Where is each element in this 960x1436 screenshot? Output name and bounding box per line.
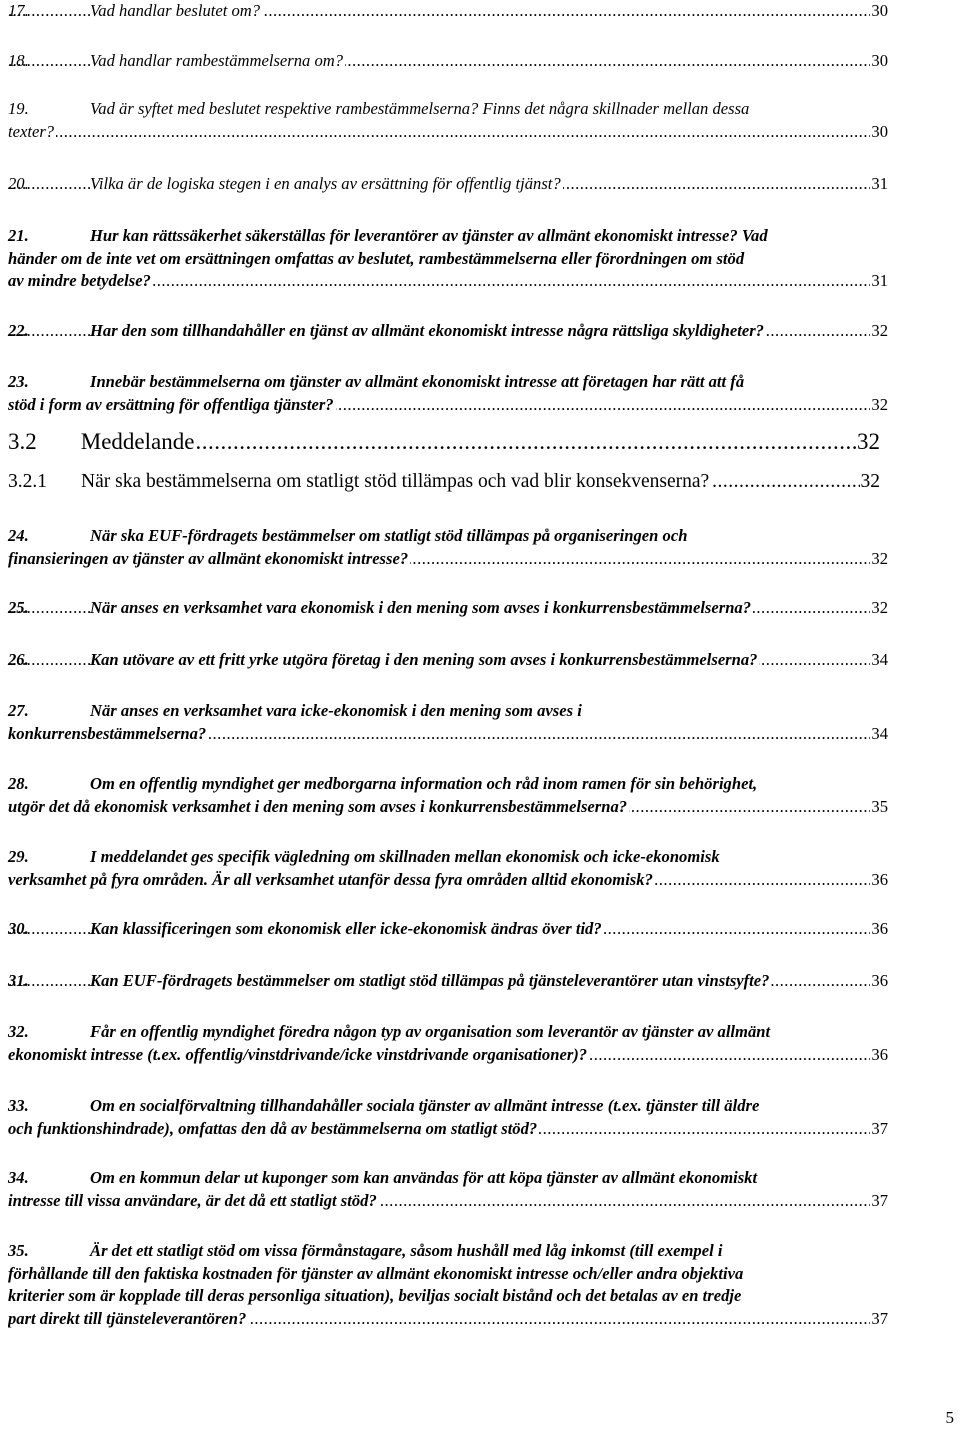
toc-entry[interactable] bbox=[8, 773, 888, 818]
toc-entry-text: händer om de inte vet om ersättningen omfattas av beslutet, rambestämmelserna eller förordningen om stöd bbox=[8, 248, 745, 268]
toc-entry-number: 21. bbox=[8, 226, 29, 245]
toc-entry-page: 30 bbox=[870, 50, 888, 73]
subsection-page: 32 bbox=[860, 469, 881, 495]
toc-entry-page: 37 bbox=[870, 1118, 888, 1141]
toc-entry-number: 33. bbox=[8, 1096, 29, 1115]
toc-entry-page: 37 bbox=[870, 1308, 888, 1331]
toc-entry-number: 31. bbox=[8, 971, 29, 990]
subsection-number: 3.2.1 bbox=[8, 471, 47, 492]
toc-entry-number: 29. bbox=[8, 847, 29, 866]
toc-entry[interactable] bbox=[8, 0, 888, 23]
toc-entry[interactable] bbox=[8, 320, 888, 343]
toc-entry-page: 35 bbox=[870, 796, 888, 819]
toc-section-heading[interactable] bbox=[8, 428, 880, 456]
toc-entry-text: förhållande till den faktiska kostnaden för tjänster av allmänt ekonomiskt intresse och/eller andra objektiva bbox=[8, 1263, 744, 1283]
toc-entry-text: finansieringen av tjänster av allmänt ekonomiskt intresse? bbox=[8, 548, 409, 568]
toc-entry[interactable] bbox=[8, 1095, 888, 1140]
toc-entry-text: texter? bbox=[8, 121, 55, 141]
toc-entry[interactable] bbox=[8, 1167, 888, 1212]
toc-entry-text: När ska EUF-fördragets bestämmelser om statligt stöd tillämpas på organiseringen och bbox=[90, 526, 688, 545]
toc-entry-number: 25. bbox=[8, 598, 29, 617]
toc-entry-text: och funktionshindrade), omfattas den då av bestämmelserna om statligt stöd? bbox=[8, 1118, 538, 1138]
toc-entry[interactable] bbox=[8, 970, 888, 993]
toc-entry-page: 36 bbox=[870, 918, 888, 941]
toc-entry-page: 31 bbox=[870, 173, 888, 196]
toc-entry-number: 19. bbox=[8, 99, 29, 118]
toc-entry[interactable] bbox=[8, 525, 888, 570]
toc-entry-text: Får en offentlig myndighet föredra någon typ av organisation som leverantör av tjänster av allmänt bbox=[90, 1022, 771, 1041]
toc-entry[interactable] bbox=[8, 700, 888, 745]
toc-entry-page: 32 bbox=[870, 548, 888, 571]
toc-entry-number: 27. bbox=[8, 701, 29, 720]
toc-entry[interactable] bbox=[8, 173, 888, 196]
toc-entry-number: 30. bbox=[8, 919, 29, 938]
toc-entry-text: part direkt till tjänsteleverantören? bbox=[8, 1308, 247, 1328]
toc-entry-text: intresse till vissa användare, är det då ett statligt stöd? bbox=[8, 1190, 377, 1210]
toc-entry-page: 32 bbox=[870, 597, 888, 620]
section-page: 32 bbox=[857, 429, 880, 454]
toc-entry-text: av mindre betydelse? bbox=[8, 271, 151, 290]
toc-entry-text: Om en offentlig myndighet ger medborgarna information och råd inom ramen för sin behörighet, bbox=[90, 774, 758, 793]
toc-entry-text: Har den som tillhandahåller en tjänst av allmänt ekonomiskt intresse några rättsliga skyldigheter? bbox=[90, 321, 764, 340]
toc-entry-page: 32 bbox=[870, 394, 888, 417]
toc-entry-number: 20. bbox=[8, 174, 29, 193]
toc-entry-page: 34 bbox=[870, 723, 888, 746]
toc-entry-page: 31 bbox=[870, 270, 888, 293]
toc-entry-page: 36 bbox=[870, 869, 888, 892]
toc-entry-page: 36 bbox=[870, 970, 888, 993]
toc-entry[interactable] bbox=[8, 371, 888, 416]
toc-entry-page: 30 bbox=[870, 0, 888, 23]
toc-entry-text: kriterier som är kopplade till deras personliga situation), beviljas socialt bistånd och det betalas av en tredje bbox=[8, 1286, 742, 1305]
toc-entry[interactable] bbox=[8, 918, 888, 941]
toc-entry[interactable] bbox=[8, 225, 888, 293]
section-number: 3.2 bbox=[8, 429, 37, 454]
toc-entry-number: 24. bbox=[8, 526, 29, 545]
subsection-title: När ska bestämmelserna om statligt stöd tillämpas och vad blir konsekvenserna? bbox=[81, 471, 710, 492]
toc-entry-text: Innebär bestämmelserna om tjänster av allmänt ekonomiskt intresse att företagen har rätt att få bbox=[90, 372, 745, 391]
toc-entry-text: När anses en verksamhet vara ekonomisk i den mening som avses i konkurrensbestämmelserna? bbox=[90, 598, 752, 617]
toc-entry-number: 34. bbox=[8, 1168, 29, 1187]
section-title: Meddelande bbox=[80, 429, 195, 454]
toc-entry-number: 23. bbox=[8, 372, 29, 391]
toc-entry[interactable] bbox=[8, 597, 888, 620]
page-number: 5 bbox=[945, 1408, 954, 1427]
toc-entry-number: 28. bbox=[8, 774, 29, 793]
toc-entry-number: 32. bbox=[8, 1022, 29, 1041]
toc-entry-text: utgör det då ekonomisk verksamhet i den mening som avses i konkurrensbestämmelserna? bbox=[8, 796, 628, 816]
toc-entry[interactable] bbox=[8, 50, 888, 73]
toc-entry-page: 37 bbox=[870, 1190, 888, 1213]
toc-entry-text: verksamhet på fyra områden. Är all verksamhet utanför dessa fyra områden alltid ekonomisk? bbox=[8, 869, 653, 889]
toc-entry-text: Kan utövare av ett fritt yrke utgöra företag i den mening som avses i konkurrensbestämmelserna? bbox=[90, 650, 758, 669]
toc-entry-text: Hur kan rättssäkerhet säkerställas för leverantörer av tjänster av allmänt ekonomiskt intresse? Vad bbox=[90, 226, 768, 245]
toc-entry-text: Om en kommun delar ut kuponger som kan användas för att köpa tjänster av allmänt ekonomiskt bbox=[90, 1168, 758, 1187]
toc-entry[interactable] bbox=[8, 1021, 888, 1066]
toc-entry-page: 36 bbox=[870, 1044, 888, 1067]
toc-entry-text: När anses en verksamhet vara icke-ekonomisk i den mening som avses i bbox=[90, 701, 582, 720]
toc-entry[interactable] bbox=[8, 649, 888, 672]
toc-entry-text: Vad handlar beslutet om? bbox=[90, 1, 261, 20]
toc-entry-text: Vad handlar rambestämmelserna om? bbox=[90, 51, 344, 70]
toc-entry-text: ekonomiskt intresse (t.ex. offentlig/vinstdrivande/icke vinstdrivande organisationer)? bbox=[8, 1044, 588, 1064]
toc-entry-text: Vilka är de logiska stegen i en analys av ersättning för offentlig tjänst? bbox=[90, 174, 561, 193]
toc-subsection-heading[interactable] bbox=[8, 469, 880, 495]
toc-entry-text: stöd i form av ersättning för offentliga tjänster? bbox=[8, 394, 334, 414]
toc-entry-number: 26. bbox=[8, 650, 29, 669]
toc-entry-text: Vad är syftet med beslutet respektive rambestämmelserna? Finns det några skillnader mellan dessa bbox=[90, 99, 750, 118]
toc-entry-page: 32 bbox=[870, 320, 888, 343]
toc-entry-number: 35. bbox=[8, 1241, 29, 1260]
toc-entry-text: konkurrensbestämmelserna? bbox=[8, 723, 207, 743]
toc-entry-number: 18. bbox=[8, 51, 29, 70]
toc-entry[interactable] bbox=[8, 1240, 888, 1330]
toc-entry-page: 34 bbox=[870, 649, 888, 672]
toc-entry-text: Kan EUF-fördragets bestämmelser om statligt stöd tillämpas på tjänsteleverantörer utan vinstsyfte? bbox=[90, 971, 770, 990]
toc-entry[interactable] bbox=[8, 846, 888, 891]
toc-entry-text: Kan klassificeringen som ekonomisk eller icke-ekonomisk ändras över tid? bbox=[90, 919, 602, 938]
toc-entry-text: I meddelandet ges specifik vägledning om skillnaden mellan ekonomisk och icke-ekonomisk bbox=[90, 847, 720, 866]
toc-entry-page: 30 bbox=[870, 121, 888, 144]
toc-entry-number: 22. bbox=[8, 321, 29, 340]
toc-entry-text: Om en socialförvaltning tillhandahåller sociala tjänster av allmänt intresse (t.ex. tjänster till äldre bbox=[90, 1096, 760, 1115]
toc-entry[interactable] bbox=[8, 98, 888, 143]
toc-entry-text: Är det ett statligt stöd om vissa förmånstagare, såsom hushåll med låg inkomst (till exempel i bbox=[90, 1241, 723, 1260]
toc-entry-number: 17. bbox=[8, 1, 29, 20]
